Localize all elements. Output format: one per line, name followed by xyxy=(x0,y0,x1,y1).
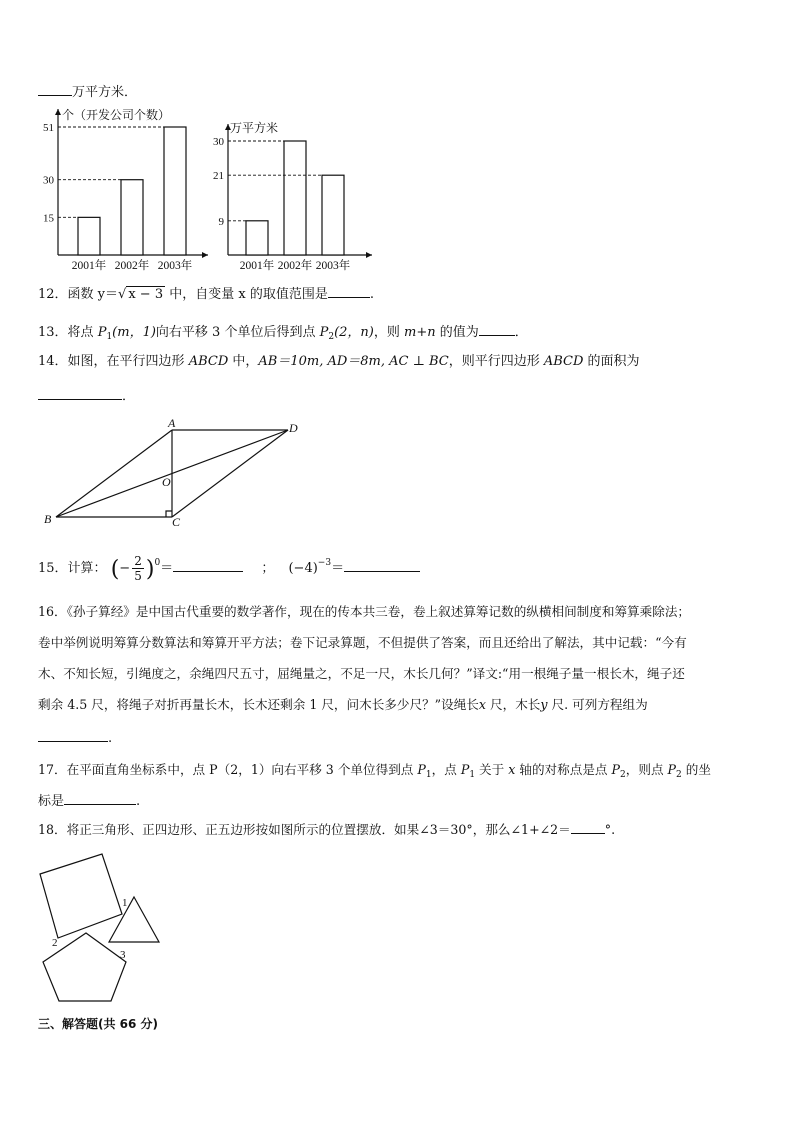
bar xyxy=(246,221,268,255)
bar xyxy=(121,180,143,255)
polygons-figure xyxy=(30,846,170,1008)
answer-blank[interactable] xyxy=(38,386,122,400)
fraction-numerator: 2 xyxy=(134,554,142,568)
y-axis-arrow xyxy=(55,109,61,115)
vertex-label-c: C xyxy=(172,515,181,528)
fraction-denominator: 5 xyxy=(134,569,142,583)
angle-label-3: 3 xyxy=(120,949,126,961)
q16-line3: 木、不知长短，引绳度之，余绳四尺五寸，屈绳量之，不足一尺，木长几何？”译文:“用一根绳子量一根长木，绳子还 xyxy=(38,666,685,681)
answer-blank[interactable] xyxy=(173,558,243,572)
q11-tail: 万平方米． xyxy=(38,82,137,103)
x-tick-label: 2003年 xyxy=(315,260,351,272)
parallelogram-figure xyxy=(38,416,308,528)
section-heading: 三、解答题(共 66 分) xyxy=(38,1017,159,1031)
y-tick-label: 51 xyxy=(43,122,54,134)
bar-chart-companies xyxy=(30,103,210,275)
square-shape xyxy=(40,854,122,938)
bar xyxy=(322,175,344,255)
q17-line2: 标是 . xyxy=(38,791,140,812)
bar xyxy=(284,141,306,255)
vertex-label-b: B xyxy=(44,512,52,526)
x-tick-label: 2003年 xyxy=(157,260,193,272)
vertex-label-o: O xyxy=(162,475,171,489)
angle-label-2: 2 xyxy=(52,937,58,949)
y-tick-label: 30 xyxy=(43,174,54,187)
x-axis-arrow xyxy=(366,252,372,258)
answer-blank[interactable] xyxy=(64,791,136,805)
q16-answer: . xyxy=(38,728,112,749)
triangle-shape xyxy=(109,897,159,942)
vertex-label-a: A xyxy=(168,416,176,430)
q14-answer: ． xyxy=(38,386,135,407)
x-tick-label: 2002年 xyxy=(114,260,150,272)
answer-blank[interactable] xyxy=(38,82,72,96)
bar-chart-area xyxy=(210,118,380,275)
sqrt-symbol: √ xyxy=(118,287,127,302)
answer-blank[interactable] xyxy=(571,820,605,834)
angle-label-1: 1 xyxy=(122,897,128,909)
q16-line2: 卷中举例说明筹算分数算法和筹算开平方法；卷下记录算题，不但提供了答案，而且还给出了解法，其中记载：“今有 xyxy=(38,635,687,650)
q12: 12．函数 y＝√ x − 3 中，自变量 x 的取值范围是 . xyxy=(38,284,374,305)
answer-blank[interactable] xyxy=(38,728,108,742)
q17-line1: 17．在平面直角坐标系中，点 P（2，1）向右平移 3 个单位得到点 $P_1$，点 $P_1$ 关于 x 轴的对称点是点 $P_2$，则点 $P_2$ 的坐 xyxy=(38,762,711,780)
y-axis-label: 万平方米 xyxy=(230,121,279,135)
y-tick-label: 15 xyxy=(43,212,54,225)
answer-blank[interactable] xyxy=(479,322,515,336)
x-tick-label: 2001年 xyxy=(239,260,275,272)
answer-blank[interactable] xyxy=(344,558,420,572)
q16-line4: 剩余 4.5 尺，将绳子对折再量长木，长木还剩余 1 尺，问木长多少尺？”设绳长x 尺，木长y 尺. 可列方程组为 xyxy=(38,697,648,712)
x-tick-label: 2001年 xyxy=(71,260,107,272)
q14: 14．如图，在平行四边形 ABCD 中，AB＝10m, AD＝8m, AC ⊥ BC，则平行四边形 ABCD 的面积为 xyxy=(38,354,640,369)
x-axis-arrow xyxy=(202,252,208,258)
radicand: x − 3 xyxy=(128,287,164,302)
vertex-label-d: D xyxy=(289,421,298,435)
bar xyxy=(164,127,186,255)
y-tick-label: 21 xyxy=(213,170,224,183)
q18: 18．将正三角形、正四边形、正五边形按如图所示的位置摆放．如果∠3＝30°，那么∠1+∠2＝ °. xyxy=(38,822,616,837)
y-tick-label: 30 xyxy=(213,136,224,148)
q16-line1: 16．《孙子算经》是中国古代重要的数学著作，现在的传本共三卷，卷上叙述算筹记数的纵横相间制度和筹算乘除法； xyxy=(38,604,691,619)
answer-blank[interactable] xyxy=(328,284,370,298)
y-axis-label: 个（开发公司个数） xyxy=(62,108,171,122)
bar xyxy=(78,217,100,255)
q13: 13．将点 $P_1(m$，1)向右平移 3 个单位后得到点 $P_2(2$，n)，则 m+n 的值为 ． xyxy=(38,322,528,347)
x-tick-label: 2002年 xyxy=(277,260,313,272)
y-tick-label: 9 xyxy=(218,215,224,228)
q15: 15．计算： (− $\frac{2}{5}$ )$^0$＝ ； $(-4)^{-3}=$ xyxy=(38,553,420,587)
